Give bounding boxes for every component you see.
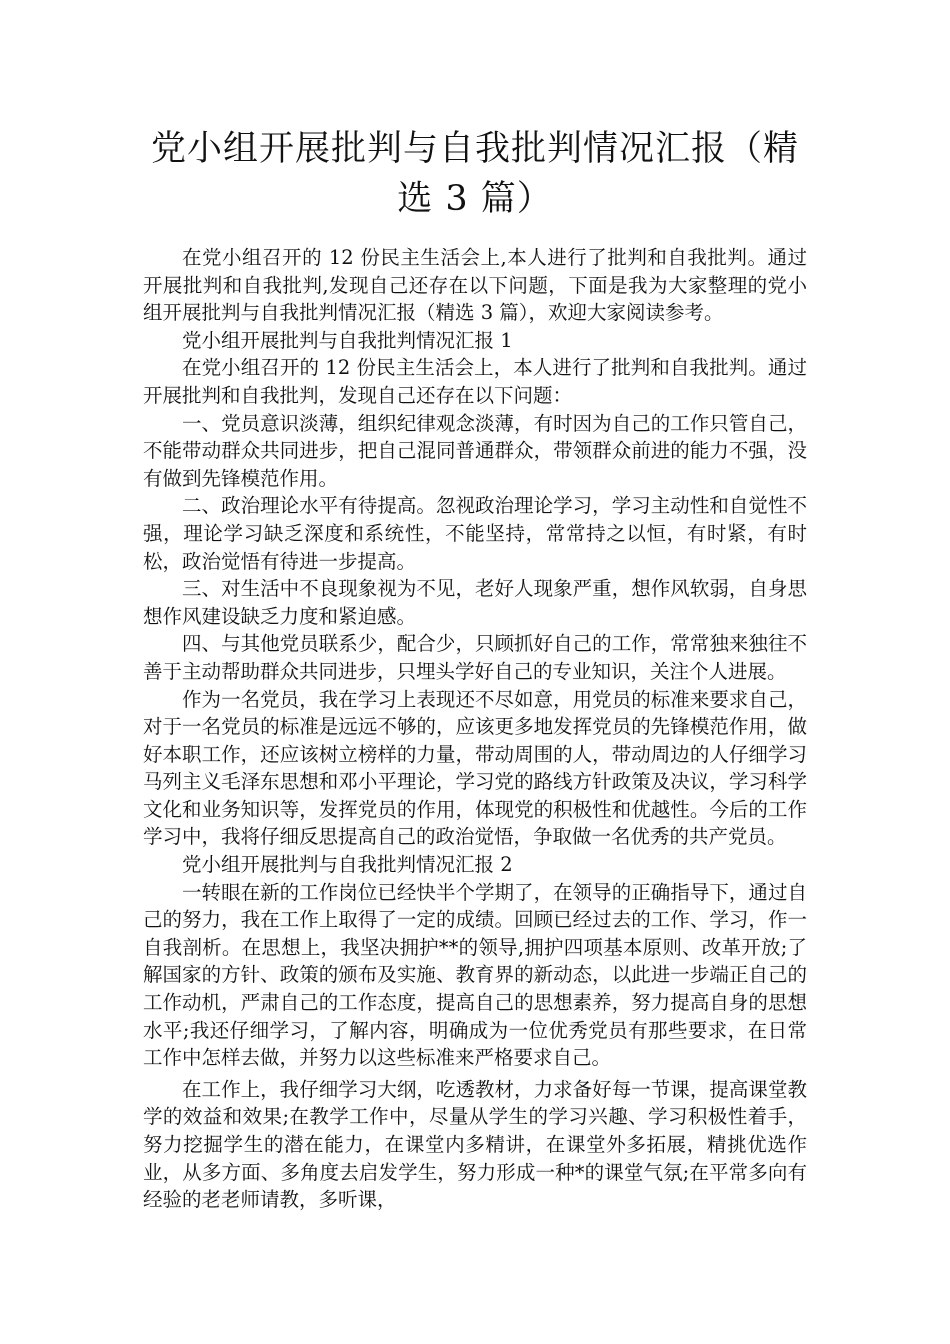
section-1-paragraph: 二、政治理论水平有待提高。忽视政治理论学习，学习主动性和自觉性不强，理论学习缺乏深度和系统性，不能坚持，常常持之以恒，有时紧，有时松，政治觉悟有待进一步提高。	[143, 494, 807, 573]
document-title: 党小组开展批判与自我批判情况汇报（精选 3 篇）	[150, 129, 799, 219]
section-1-paragraph: 一、党员意识淡薄，组织纪律观念淡薄，有时因为自己的工作只管自己，不能带动群众共同进步，把自己混同普通群众，带领群众前进的能力不强，没有做到先锋模范作用。	[143, 411, 807, 490]
intro-paragraph: 在党小组召开的 12 份民主生活会上,本人进行了批判和自我批判。通过开展批判和自我批判,发现自己还存在以下问题，下面是我为大家整理的党小组开展批判与自我批判情况汇报（精选 3 篇），欢迎大家阅读参考。	[143, 246, 807, 325]
section-2-paragraph: 一转眼在新的工作岗位已经快半个学期了，在领导的正确指导下，通过自己的努力，我在工作上取得了一定的成绩。回顾已经过去的工作、学习，作一自我剖析。在思想上，我坚决拥护**的领导,拥护四项基本原则、改革开放;了解国家的方针、政策的颁布及实施、教育界的新动态，以此进一步端正自己的工作动机，严肃自己的工作态度，提高自己的思想素养，努力提高自身的思想水平;我还仔细学习，了解内容，明确成为一位优秀党员有那些要求，在日常工作中怎样去做，并努力以这些标准来严格要求自己。	[143, 880, 807, 1070]
section-heading-1: 党小组开展批判与自我批判情况汇报 1	[182, 328, 513, 352]
section-2-paragraph: 在工作上，我仔细学习大纲，吃透教材，力求备好每一节课，提高课堂教学的效益和效果;在教学工作中，尽量从学生的学习兴趣、学习积极性着手，努力挖掘学生的潜在能力，在课堂内多精讲，在课堂外多拓展，精挑优选作业，从多方面、多角度去启发学生，努力形成一种*的课堂气氛;在平常多向有经验的老老师请教，多听课，	[143, 1077, 807, 1212]
section-1-paragraph: 三、对生活中不良现象视为不见，老好人现象严重，想作风软弱，自身思想作风建设缺乏力度和紧迫感。	[143, 577, 807, 628]
section-1-paragraph: 四、与其他党员联系少，配合少，只顾抓好自己的工作，常常独来独往不善于主动帮助群众共同进步，只埋头学好自己的专业知识，关注个人进展。	[143, 632, 807, 683]
section-heading-2: 党小组开展批判与自我批判情况汇报 2	[182, 853, 513, 877]
section-1-paragraph: 在党小组召开的 12 份民主生活会上，本人进行了批判和自我批判。通过开展批判和自我批判，发现自己还存在以下问题：	[143, 356, 807, 407]
document-body	[143, 244, 807, 1214]
section-1-paragraph: 作为一名党员，我在学习上表现还不尽如意，用党员的标准来要求自己，对于一名党员的标准是远远不够的，应该更多地发挥党员的先锋模范作用，做好本职工作，还应该树立榜样的力量，带动周围的人，带动周边的人仔细学习马列主义毛泽东思想和邓小平理论，学习党的路线方针政策及决议，学习科学文化和业务知识等，发挥党员的作用，体现党的积极性和优越性。今后的工作学习中，我将仔细反思提高自己的政治觉悟，争取做一名优秀的共产党员。	[143, 687, 807, 849]
